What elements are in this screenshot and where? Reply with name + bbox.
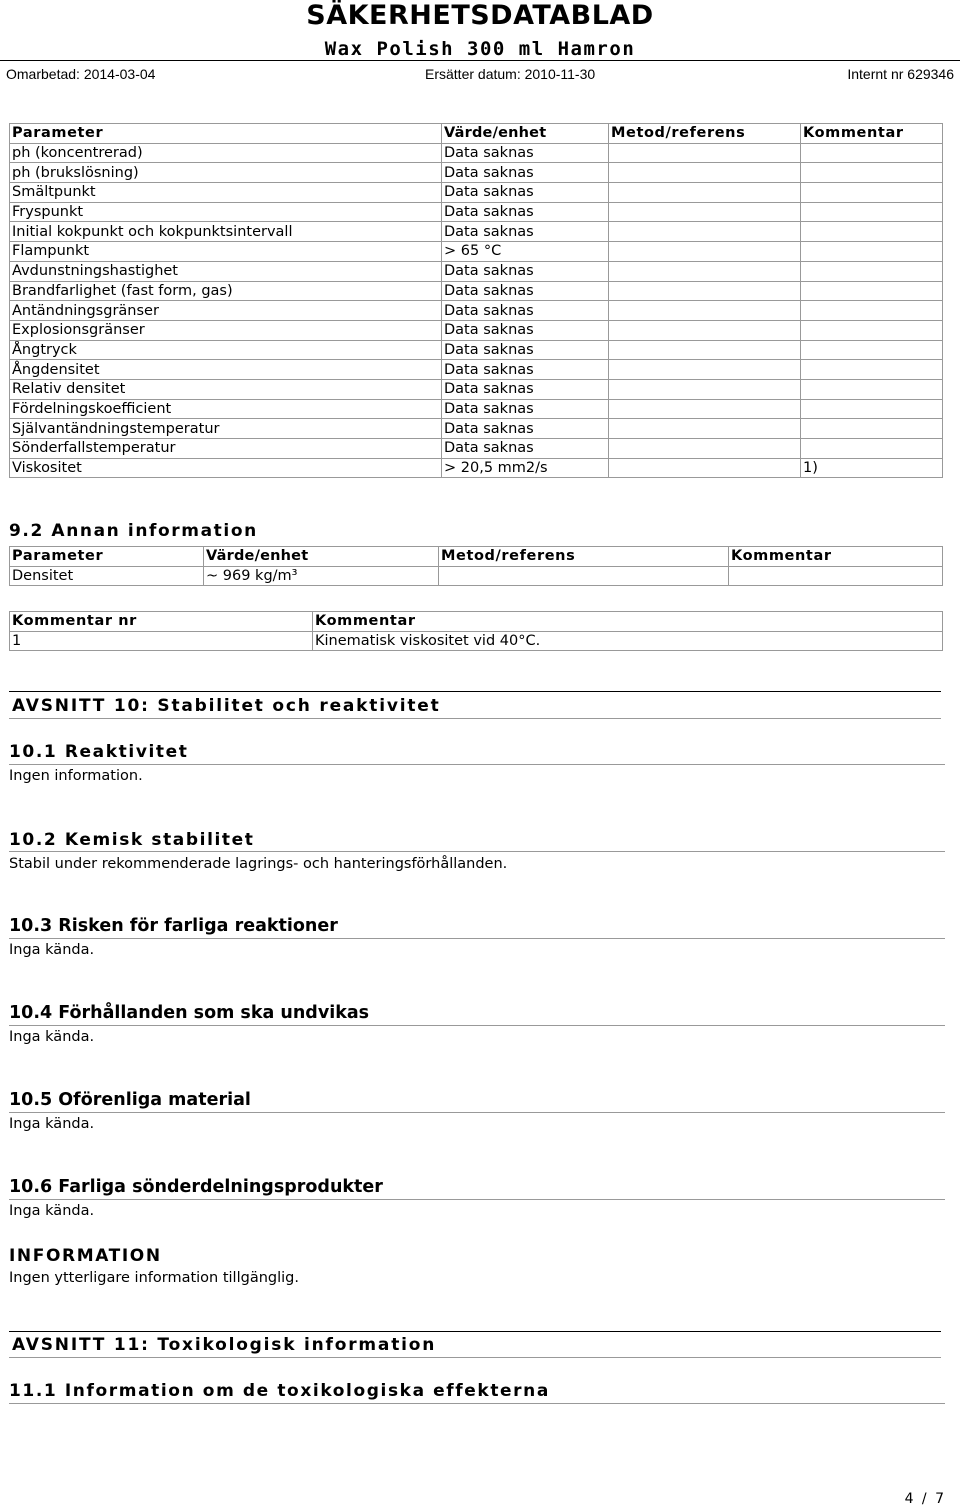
- column-header: Kommentar: [801, 124, 943, 144]
- table-row: [10, 631, 943, 651]
- table-row: [10, 222, 943, 242]
- table-cell: [729, 566, 943, 586]
- table-cell: Antändningsgränser: [10, 301, 442, 321]
- section-9-2-title: 9.2 Annan information: [9, 521, 258, 541]
- table-cell: Data saknas: [442, 320, 609, 340]
- table-cell: [609, 143, 801, 163]
- table-cell: [609, 458, 801, 478]
- column-header: Parameter: [10, 547, 204, 567]
- table-cell: [801, 439, 943, 459]
- column-header: Värde/enhet: [442, 124, 609, 144]
- subsection-divider: [9, 851, 945, 852]
- table-cell: Data saknas: [442, 379, 609, 399]
- table-cell: [609, 320, 801, 340]
- section-divider: [9, 718, 941, 719]
- subsection-divider: [9, 1025, 945, 1026]
- table-cell: Data saknas: [442, 340, 609, 360]
- table-cell: Fördelningskoefficient: [10, 399, 442, 419]
- revised-date: Omarbetad: 2014-03-04: [6, 66, 156, 82]
- subsection-10-3-text: Inga kända.: [9, 942, 95, 958]
- column-header: Kommentar nr: [10, 612, 313, 632]
- information-text: Ingen ytterligare information tillgänglig.: [9, 1270, 299, 1286]
- table-cell: [609, 439, 801, 459]
- subsection-10-5-text: Inga kända.: [9, 1116, 95, 1132]
- table-cell: [801, 320, 943, 340]
- table-cell: ~ 969 kg/m³: [204, 566, 439, 586]
- subsection-divider: [9, 764, 945, 765]
- table-cell: [609, 399, 801, 419]
- comments-table: [9, 611, 943, 651]
- table-header-row: [10, 124, 943, 144]
- table-cell: Självantändningstemperatur: [10, 419, 442, 439]
- other-info-table: [9, 546, 943, 586]
- subsection-divider: [9, 1112, 945, 1113]
- table-cell: [801, 301, 943, 321]
- table-cell: [801, 340, 943, 360]
- table-row: [10, 458, 943, 478]
- table-cell: [609, 419, 801, 439]
- table-cell: Flampunkt: [10, 242, 442, 262]
- table-row: [10, 242, 943, 262]
- table-cell: [609, 340, 801, 360]
- table-row: [10, 202, 943, 222]
- column-header: Metod/referens: [609, 124, 801, 144]
- replaces-date: Ersätter datum: 2010-11-30: [425, 66, 596, 82]
- table-cell: Initial kokpunkt och kokpunktsintervall: [10, 222, 442, 242]
- subsection-10-1-text: Ingen information.: [9, 768, 143, 784]
- subsection-10-3-title: 10.3 Risken för farliga reaktioner: [9, 916, 338, 936]
- properties-table: [9, 123, 943, 478]
- table-row: [10, 340, 943, 360]
- table-cell: Relativ densitet: [10, 379, 442, 399]
- subsection-10-4-title: 10.4 Förhållanden som ska undvikas: [9, 1003, 370, 1023]
- section-divider: [9, 1357, 941, 1358]
- table-cell: [609, 163, 801, 183]
- table-cell: [609, 202, 801, 222]
- table-row: [10, 439, 943, 459]
- product-name: Wax Polish 300 ml Hamron: [324, 38, 636, 60]
- page-number: 4 / 7: [904, 1491, 946, 1507]
- table-cell: Kinematisk viskositet vid 40°C.: [313, 631, 943, 651]
- table-row: [10, 379, 943, 399]
- subsection-divider: [9, 1199, 945, 1200]
- table-cell: Smältpunkt: [10, 183, 442, 203]
- table-cell: [801, 163, 943, 183]
- table-cell: [609, 242, 801, 262]
- table-row: [10, 399, 943, 419]
- table-cell: Sönderfallstemperatur: [10, 439, 442, 459]
- table-cell: Data saknas: [442, 419, 609, 439]
- section-divider: [9, 1331, 941, 1332]
- table-cell: Data saknas: [442, 163, 609, 183]
- table-cell: > 20,5 mm2/s: [442, 458, 609, 478]
- subsection-10-4-text: Inga kända.: [9, 1029, 95, 1045]
- table-cell: [801, 419, 943, 439]
- table-cell: [439, 566, 729, 586]
- subsection-10-2-title: 10.2 Kemisk stabilitet: [9, 830, 255, 850]
- table-row: [10, 143, 943, 163]
- table-cell: [609, 301, 801, 321]
- table-header-row: [10, 547, 943, 567]
- table-row: [10, 183, 943, 203]
- subsection-10-5-title: 10.5 Oförenliga material: [9, 1090, 251, 1110]
- table-cell: [801, 222, 943, 242]
- subsection-10-6-title: 10.6 Farliga sönderdelningsprodukter: [9, 1177, 383, 1197]
- table-cell: [609, 360, 801, 380]
- table-row: [10, 320, 943, 340]
- table-row: [10, 163, 943, 183]
- table-cell: 1: [10, 631, 313, 651]
- subsection-10-2-text: Stabil under rekommenderade lagrings- och hanteringsförhållanden.: [9, 856, 508, 872]
- column-header: Kommentar: [729, 547, 943, 567]
- table-header-row: [10, 612, 943, 632]
- section-11-title: AVSNITT 11: Toxikologisk information: [12, 1335, 437, 1355]
- subsection-divider: [9, 1403, 945, 1404]
- table-cell: Data saknas: [442, 202, 609, 222]
- table-cell: > 65 °C: [442, 242, 609, 262]
- table-cell: Explosionsgränser: [10, 320, 442, 340]
- table-row: [10, 419, 943, 439]
- table-cell: [801, 143, 943, 163]
- table-cell: [801, 183, 943, 203]
- table-cell: Data saknas: [442, 183, 609, 203]
- table-cell: [801, 281, 943, 301]
- subsection-divider: [9, 938, 945, 939]
- table-row: [10, 261, 943, 281]
- table-cell: [609, 183, 801, 203]
- table-cell: [609, 281, 801, 301]
- section-10-title: AVSNITT 10: Stabilitet och reaktivitet: [12, 696, 441, 716]
- table-cell: Avdunstningshastighet: [10, 261, 442, 281]
- table-cell: Data saknas: [442, 360, 609, 380]
- table-cell: [609, 222, 801, 242]
- subsection-10-6-text: Inga kända.: [9, 1203, 95, 1219]
- table-cell: Data saknas: [442, 439, 609, 459]
- table-cell: [801, 261, 943, 281]
- table-cell: Data saknas: [442, 301, 609, 321]
- table-cell: Data saknas: [442, 261, 609, 281]
- information-title: INFORMATION: [9, 1246, 162, 1266]
- table-cell: [609, 261, 801, 281]
- subsection-10-1-title: 10.1 Reaktivitet: [9, 742, 189, 762]
- table-cell: Data saknas: [442, 143, 609, 163]
- subsection-11-1-title: 11.1 Information om de toxikologiska effekterna: [9, 1381, 550, 1401]
- header-divider: [0, 60, 960, 61]
- table-cell: [801, 242, 943, 262]
- table-row: [10, 301, 943, 321]
- table-cell: ph (brukslösning): [10, 163, 442, 183]
- table-cell: [801, 360, 943, 380]
- section-divider: [9, 691, 941, 692]
- table-cell: ph (koncentrerad): [10, 143, 442, 163]
- table-cell: Fryspunkt: [10, 202, 442, 222]
- table-cell: Data saknas: [442, 399, 609, 419]
- table-cell: 1): [801, 458, 943, 478]
- column-header: Metod/referens: [439, 547, 729, 567]
- table-row: [10, 566, 943, 586]
- table-cell: [609, 379, 801, 399]
- table-cell: [801, 202, 943, 222]
- table-cell: Viskositet: [10, 458, 442, 478]
- table-cell: Brandfarlighet (fast form, gas): [10, 281, 442, 301]
- column-header: Värde/enhet: [204, 547, 439, 567]
- table-cell: [801, 379, 943, 399]
- table-row: [10, 281, 943, 301]
- table-cell: [801, 399, 943, 419]
- table-cell: Data saknas: [442, 281, 609, 301]
- column-header: Parameter: [10, 124, 442, 144]
- table-cell: Data saknas: [442, 222, 609, 242]
- document-title: SÄKERHETSDATABLAD: [306, 0, 654, 31]
- internal-number: Internt nr 629346: [847, 66, 954, 82]
- table-cell: Ångtryck: [10, 340, 442, 360]
- column-header: Kommentar: [313, 612, 943, 632]
- table-cell: Densitet: [10, 566, 204, 586]
- table-row: [10, 360, 943, 380]
- table-cell: Ångdensitet: [10, 360, 442, 380]
